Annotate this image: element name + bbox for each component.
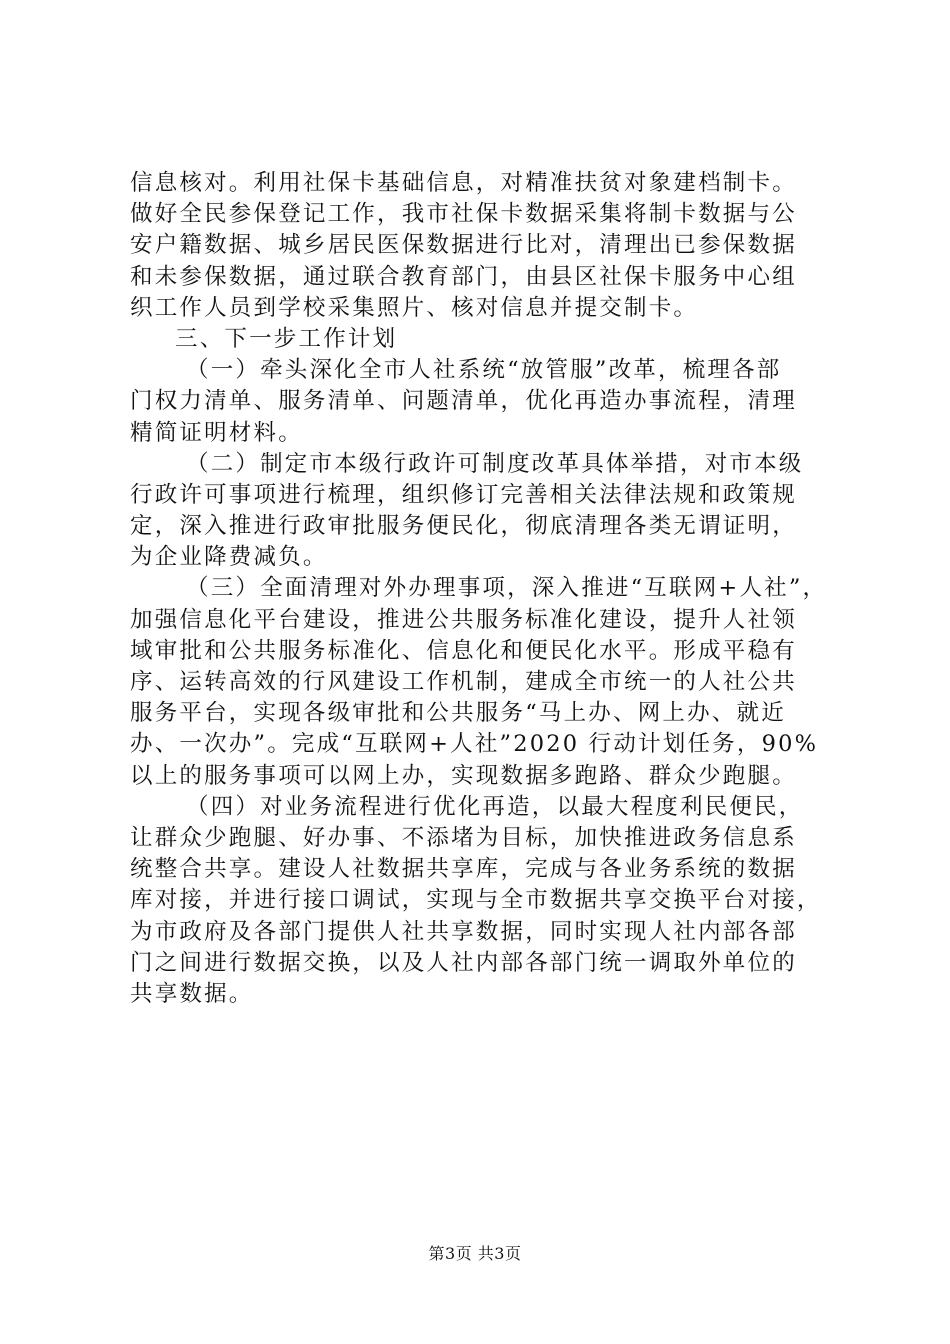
text-line: 安户籍数据、城乡居民医保数据进行比对，清理出已参保数据 xyxy=(130,232,797,259)
text-line: 域审批和公共服务标准化、信息化和便民化水平。形成平稳有 xyxy=(130,637,797,664)
paragraph-start-line: （一）牵头深化全市人社系统“放管服”改革，梳理各部 xyxy=(186,357,782,384)
text-line: 让群众少跑腿、好办事、不添堵为目标，加快推进政务信息系 xyxy=(130,824,797,851)
text-line: 以上的服务事项可以网上办，实现数据多跑路、群众少跑腿。 xyxy=(130,762,797,789)
text-line: 办、一次办”。完成“互联网+人社”2020 行动计划任务，90% xyxy=(130,731,819,758)
text-line: 织工作人员到学校采集照片、核对信息并提交制卡。 xyxy=(130,294,699,321)
text-line: 信息核对。利用社保卡基础信息，对精准扶贫对象建档制卡。 xyxy=(130,170,797,196)
page-number-footer: 第3页 共3页 xyxy=(428,1244,522,1263)
paragraph-start-line: （四）对业务流程进行优化再造，以最大程度利民便民， xyxy=(186,793,804,820)
section-heading: 三、下一步工作计划 xyxy=(175,325,398,352)
text-line: 为企业降费减负。 xyxy=(130,544,328,571)
text-line: 库对接，并进行接口调试，实现与全市数据共享交换平台对接， xyxy=(130,887,822,914)
text-line: 做好全民参保登记工作，我市社保卡数据采集将制卡数据与公 xyxy=(130,201,797,228)
text-line: 为市政府及各部门提供人社共享数据，同时实现人社内部各部 xyxy=(130,918,797,945)
text-line: 定，深入推进行政审批服务便民化，彻底清理各类无谓证明， xyxy=(130,513,797,540)
text-line: 序、运转高效的行风建设工作机制，建成全市统一的人社公共 xyxy=(130,669,797,695)
text-line: 门之间进行数据交换，以及人社内部各部门统一调取外单位的 xyxy=(130,949,797,976)
paragraph-start-line: （二）制定市本级行政许可制度改革具体举措，对市本级 xyxy=(186,450,804,477)
text-line: 精简证明材料。 xyxy=(130,419,303,446)
text-line: 门权力清单、服务清单、问题清单，优化再造办事流程，清理 xyxy=(130,388,797,415)
document-body xyxy=(130,168,830,1010)
paragraph-start-line: （三）全面清理对外办理事项，深入推进“互联网+人社”， xyxy=(186,575,828,602)
text-line: 加强信息化平台建设，推进公共服务标准化建设，提升人社领 xyxy=(130,606,797,633)
text-line: 统整合共享。建设人社数据共享库，完成与各业务系统的数据 xyxy=(130,856,797,883)
text-line: 行政许可事项进行梳理，组织修订完善相关法律法规和政策规 xyxy=(130,481,797,508)
text-line: 服务平台，实现各级审批和公共服务“马上办、网上办、就近 xyxy=(130,700,786,727)
text-line: 共享数据。 xyxy=(130,980,254,1007)
text-line: 和未参保数据，通过联合教育部门，由县区社保卡服务中心组 xyxy=(130,263,797,290)
